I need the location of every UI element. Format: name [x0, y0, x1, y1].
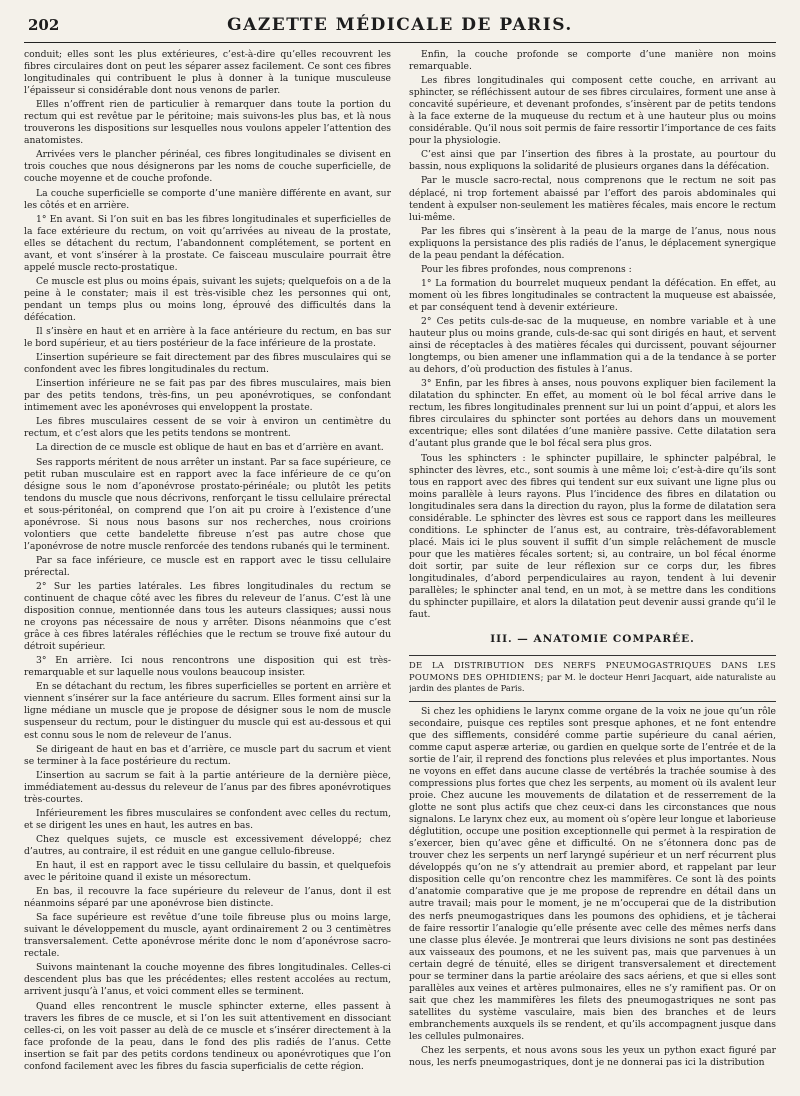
paragraph: Elles n’offrent rien de particulier à remarquer dans toute la portion du rectum qui est revêtue par le péritoine; mais suivons-les plus bas, et là nous trouverons les dispositions sur lesquelles nous voulons appeler l’attention des anatomistes.	[24, 99, 391, 147]
paragraph: Pour les fibres profondes, nous comprenons :	[421, 263, 632, 275]
paragraph: Par sa face inférieure, ce muscle est en rapport avec le tissu cellulaire prérectal.	[24, 554, 391, 578]
paragraph: Enfin, la couche profonde se comporte d’une manière non moins remarquable.	[409, 49, 776, 73]
paragraph: Se dirigeant de haut en bas et d’arrière, ce muscle part du sacrum et vient se terminer à la face postérieure du rectum.	[24, 743, 391, 767]
paragraph: En bas, il recouvre la face supérieure du releveur de l’anus, dont il est néanmoins séparé par une aponévrose bien distincte.	[24, 886, 391, 910]
article-heading: DE LA DISTRIBUTION DES NERFS PNEUMOGASTRIQUES DANS LES POUMONS DES OPHIDIENS;	[409, 660, 776, 682]
paragraph: L’insertion au sacrum se fait à la partie antérieure de la dernière pièce, immédiatement au-dessus du releveur de l’anus par des fibres aponévrotiques très-courtes.	[24, 769, 391, 805]
paragraph: La direction de ce muscle est oblique de haut en bas et d’arrière en avant.	[36, 442, 384, 454]
paragraph: 2° Ces petits culs-de-sac de la muqueuse, en nombre variable et à une hauteur plus ou moins grande, culs-de-sac qui sont dirigés en haut, et servent ainsi de réceptacles à des matières fécales qui durcissent, pouvant séjourner longtemps, ou bien amener une inflammation qui a de la tendance à se porter au dehors, d’où production des fistules à l’anus.	[409, 315, 776, 376]
paragraph: En se détachant du rectum, les fibres superficielles se portent en arrière et viennent s’insérer sur la face antérieure du sacrum. Elles forment ainsi sur la ligne médiane un muscle que je propose de désigner sous le nom de muscle suspenseur du rectum, pour le distinguer du muscle qui est au-dessous et qui est connu sous le nom de releveur de l’anus.	[24, 681, 391, 741]
paragraph: conduit; elles sont les plus extérieures, c’est-à-dire qu’elles recouvrent les fibres circulaires dont on peut les séparer assez facilement. Ce sont ces fibres longitudinales qui contribuent le plus à donner à la tunique musculeuse l’épaisseur si considérable dont nous venons de parler.	[24, 49, 391, 97]
paragraph: 2° Sur les parties latérales. Les fibres longitudinales du rectum se continuent de chaque côté avec les fibres du releveur de l’anus. C’est là une disposition connue, mentionnée dans tous les auteurs classiques; aussi nous ne croyons pas nécessaire de nous y arrêter. Disons néanmoins que c’est grâce à ces fibres latérales réfléchies que le rectum se trouve fixé autour du détroit supérieur.	[24, 580, 391, 653]
paragraph: Par le muscle sacro-rectal, nous comprenons que le rectum ne soit pas déplacé, ni trop fortement abaissé par l’effort des parois abdominales qui tendent à expulser non-seulement les matières fécales, mais encore le rectum lui-même.	[409, 175, 776, 223]
article-rule	[409, 701, 776, 702]
paragraph: Il s’insère en haut et en arrière à la face antérieure du rectum, en bas sur le bord supérieur, et au tiers postérieur de la face inférieure de la prostate.	[24, 326, 391, 350]
paragraph: Arrivées vers le plancher périnéal, ces fibres longitudinales se divisent en trois couches que nous désignerons par les noms de couche superficielle, de couche moyenne et de couche profonde.	[24, 149, 391, 185]
paragraph: Inférieurement les fibres musculaires se confondent avec celles du rectum, et se dirigent les unes en haut, les autres en bas.	[24, 807, 391, 831]
page-header	[24, 14, 776, 43]
paragraph: Par les fibres qui s’insèrent à la peau de la marge de l’anus, nous nous expliquons la persistance des plis radiés de l’anus, le déplacement synergique de la peau pendant la défécation.	[409, 225, 776, 261]
paragraph: Ce muscle est plus ou moins épais, suivant les sujets; quelquefois on a de la peine à le constater; mais il est très-visible chez les personnes qui ont, pendant un temps plus ou moins long, éprouvé des difficultés dans la défécation.	[24, 275, 391, 323]
paragraph: 1° En avant. Si l’on suit en bas les fibres longitudinales et superficielles de la face extérieure du rectum, on voit qu’arrivées au niveau de la prostate, elles se détachent du rectum, l’abandonnent complétement, se portent en avant, et vont s’insérer à la prostate. Ce faisceau musculaire pourrait être appelé muscle recto-prostatique.	[24, 213, 391, 273]
paragraph: C’est ainsi que par l’insertion des fibres à la prostate, au pourtour du bassin, nous expliquons la solidarité de plusieurs organes dans la défécation.	[409, 149, 776, 173]
left-column	[24, 49, 391, 1089]
right-column-paragraphs	[409, 49, 776, 621]
article-heading-block	[409, 660, 776, 695]
paragraph: Les fibres musculaires cessent de se voir à environ un centimètre du rectum, et c’est alors que les petits tendons se montrent.	[24, 416, 391, 440]
text-columns	[24, 49, 776, 1089]
article-author: par M. le docteur Henri Jacquart, aide naturaliste au jardin des plantes de Paris.	[409, 671, 776, 694]
paragraph: 1° La formation du bourrelet muqueux pendant la défécation. En effet, au moment où les fibres longitudinales se contractent la muqueuse est abaissée, et par conséquent tend à devenir extérieure.	[409, 277, 776, 313]
page-number: 202	[28, 16, 60, 34]
paragraph: En haut, il est en rapport avec le tissu cellulaire du bassin, et quelquefois avec le péritoine quand il existe un mésorectum.	[24, 860, 391, 884]
section-rule	[409, 655, 776, 656]
journal-title: GAZETTE MÉDICALE DE PARIS.	[227, 15, 573, 35]
paragraph: L’insertion inférieure ne se fait pas par des fibres musculaires, mais bien par des petits tendons, très-fins, un peu aponévrotiques, se confondant intimement avec les aponévroses qui enveloppent la prostate.	[24, 378, 391, 414]
right-column	[409, 49, 776, 1089]
paragraph: Si chez les ophidiens le larynx comme organe de la voix ne joue qu’un rôle secondaire, puisque ces reptiles sont presque aphones, et ne font entendre que des sifflements, considéré comme partie supérieure du canal aérien, comme caput asperæ arteriæ, ou gardien en quelque sorte de l’entrée et de la sortie de l’air, il reprend des fonctions plus relevées et plus importantes. Nous ne voyons en effet dans aucune classe de vertébrés la trachée soumise à des compressions plus fortes que chez les serpents, au moment où ils avalent leur proie. Chez aucune les mouvements de dilatation et de resserrement de la glotte ne sont plus actifs que chez ceux-ci dans les circonstances que nous signalons. Le larynx chez eux, au moment où s’opère leur longue et laborieuse déglutition, occupe une position exceptionnelle qui permet à la respiration de s’exercer, bien qu’avec gêne et difficulté. On ne s’étonnera donc pas de trouver chez les serpents un nerf laryngé supérieur et un nerf récurrent plus développés qu’on ne s’y attendrait au premier abord, et rappelant par leur disposition celle qu’on rencontre chez les mammifères. Ce sont là des points d’anatomie comparative que je me propose de reprendre en détail dans un autre travail; mais pour le moment, je ne m’occuperai que de la distribution des nerfs pneumogastriques dans les poumons des ophidiens, et je tâcherai de faire ressortir l’analogie qu’elle présente avec celle des mêmes nerfs dans une classe plus élevée. Je montrerai que leurs divisions ne sont pas destinées aux vaisseaux des poumons, et ne les suivent pas, mais que parvenues à un certain degré de ténuité, elles se dirigent transversalement et directement pour se terminer dans la partie aréolaire des sacs aériens, et que si elles sont parallèles aux veines et artères pulmonaires, elles ne s’y ramifient pas. Or on sait que chez les mammifères les filets des pneumogastriques ne sont pas satellites du système vasculaire, mais bien des branches et de leurs embranchements auxquels ils se rendent, et qu’ils accompagnent jusque dans les cellules pulmonaires.	[409, 705, 776, 1042]
paragraph: Tous les sphincters : le sphincter pupillaire, le sphincter palpébral, le sphincter des lèvres, etc., sont soumis à une même loi; c’est-à-dire qu’ils sont tous en rapport avec des fibres qui tendent sur eux suivant une ligne plus ou moins parallèle à leurs rayons. Plus l’incidence des fibres en dilatation ou longitudinales sera dans la direction du rayon, plus la forme de dilatation sera considérable. Le sphincter des lèvres est sous ce rapport dans les meilleures conditions. Le sphincter de l’anus est, au contraire, très-défavorablement placé. Mais ici le plus souvent il suffit d’un simple relâchement de muscle pour que les matières fécales sortent; si, au contraire, un bol fécal énorme doit sortir, par suite de leur réflexion sur ce corps dur, les fibres longitudinales, d’abord perpendiculaires au rayon, tendent à lui devenir parallèles; le sphincter anal tend, en un mot, à se mettre dans les conditions du sphincter pupillaire, et alors la dilatation peut devenir aussi grande qu’il le faut.	[409, 452, 776, 621]
paragraph: Chez les serpents, et nous avons sous les yeux un python exact figuré par nous, les nerfs pneumogastriques, dont je ne donnerai pas ici la distribution	[409, 1045, 776, 1069]
paragraph: Sa face supérieure est revêtue d’une toile fibreuse plus ou moins large, suivant le développement du muscle, ayant ordinairement 2 ou 3 centimètres transversalement. Cette aponévrose mérite donc le nom d’aponévrose sacro-rectale.	[24, 912, 391, 960]
paragraph: Les fibres longitudinales qui composent cette couche, en arrivant au sphincter, se réfléchissent autour de ses fibres circulaires, forment une anse à concavité supérieure, et devenant profondes, s’insèrent par de petits tendons à la face externe de la muqueuse du rectum et à une hauteur plus ou moins considérable. Qu’il nous soit permis de faire ressortir l’importance de ces faits pour la physiologie.	[409, 75, 776, 147]
paragraph: Chez quelques sujets, ce muscle est excessivement développé; chez d’autres, au contraire, il est réduit en une gangue cellulo-fibreuse.	[24, 833, 391, 857]
paragraph: Suivons maintenant la couche moyenne des fibres longitudinales. Celles-ci descendent plus bas que les précédentes; elles restent accolées au rectum, arrivent jusqu’à l’anus, et voici comment elles se terminent.	[24, 962, 391, 998]
article-paragraphs	[409, 706, 776, 1069]
section-title: III. — ANATOMIE COMPARÉE.	[490, 633, 695, 646]
paragraph: 3° En arrière. Ici nous rencontrons une disposition qui est très-remarquable et sur laquelle nous voulons beaucoup insister.	[24, 655, 391, 679]
paragraph: Quand elles rencontrent le muscle sphincter externe, elles passent à travers les fibres de ce muscle, et si l’on les suit attentivement en dissociant celles-ci, on les voit passer au delà de ce muscle et s’insérer directement à la face profonde de la peau, dans le fond des plis radiés de l’anus. Cette insertion se fait par des petits cordons tendineux ou aponévrotiques que l’on confond facilement avec les fibres du fascia superficialis de cette région.	[24, 1000, 391, 1072]
paragraph: La couche superficielle se comporte d’une manière différente en avant, sur les côtés et en arrière.	[24, 187, 391, 211]
paragraph: 3° Enfin, par les fibres à anses, nous pouvons expliquer bien facilement la dilatation du sphincter. En effet, au moment où le bol fécal arrive dans le rectum, les fibres longitudinales prennent sur lui un point d’appui, et alors les fibres circulaires du sphincter sont portées au dehors dans un mouvement excentrique; elles sont dilatées d’une manière passive. Cette dilatation sera d’autant plus grande que le bol fécal sera plus gros.	[409, 378, 776, 450]
paragraph: L’insertion supérieure se fait directement par des fibres musculaires qui se confondent avec les fibres longitudinales du rectum.	[24, 352, 391, 376]
paragraph: Ses rapports méritent de nous arrêter un instant. Par sa face supérieure, ce petit ruban musculaire est en rapport avec la face inférieure de ce qu’on désigne sous le nom d’aponévrose prostato-périnéale; ou plutôt les petits tendons du muscle que nous décrivons, renforçant le tissu cellulaire prérectal et sous-péritonéal, on comprend que l’on ait pu croire à l’existence d’une aponévrose. Si nous nous basons sur nos recherches, nous croirions volontiers que cette bandelette fibreuse n’est pas autre chose que l’aponévrose de notre muscle renforcée des tendons rubanés qui le terminent.	[24, 456, 391, 552]
